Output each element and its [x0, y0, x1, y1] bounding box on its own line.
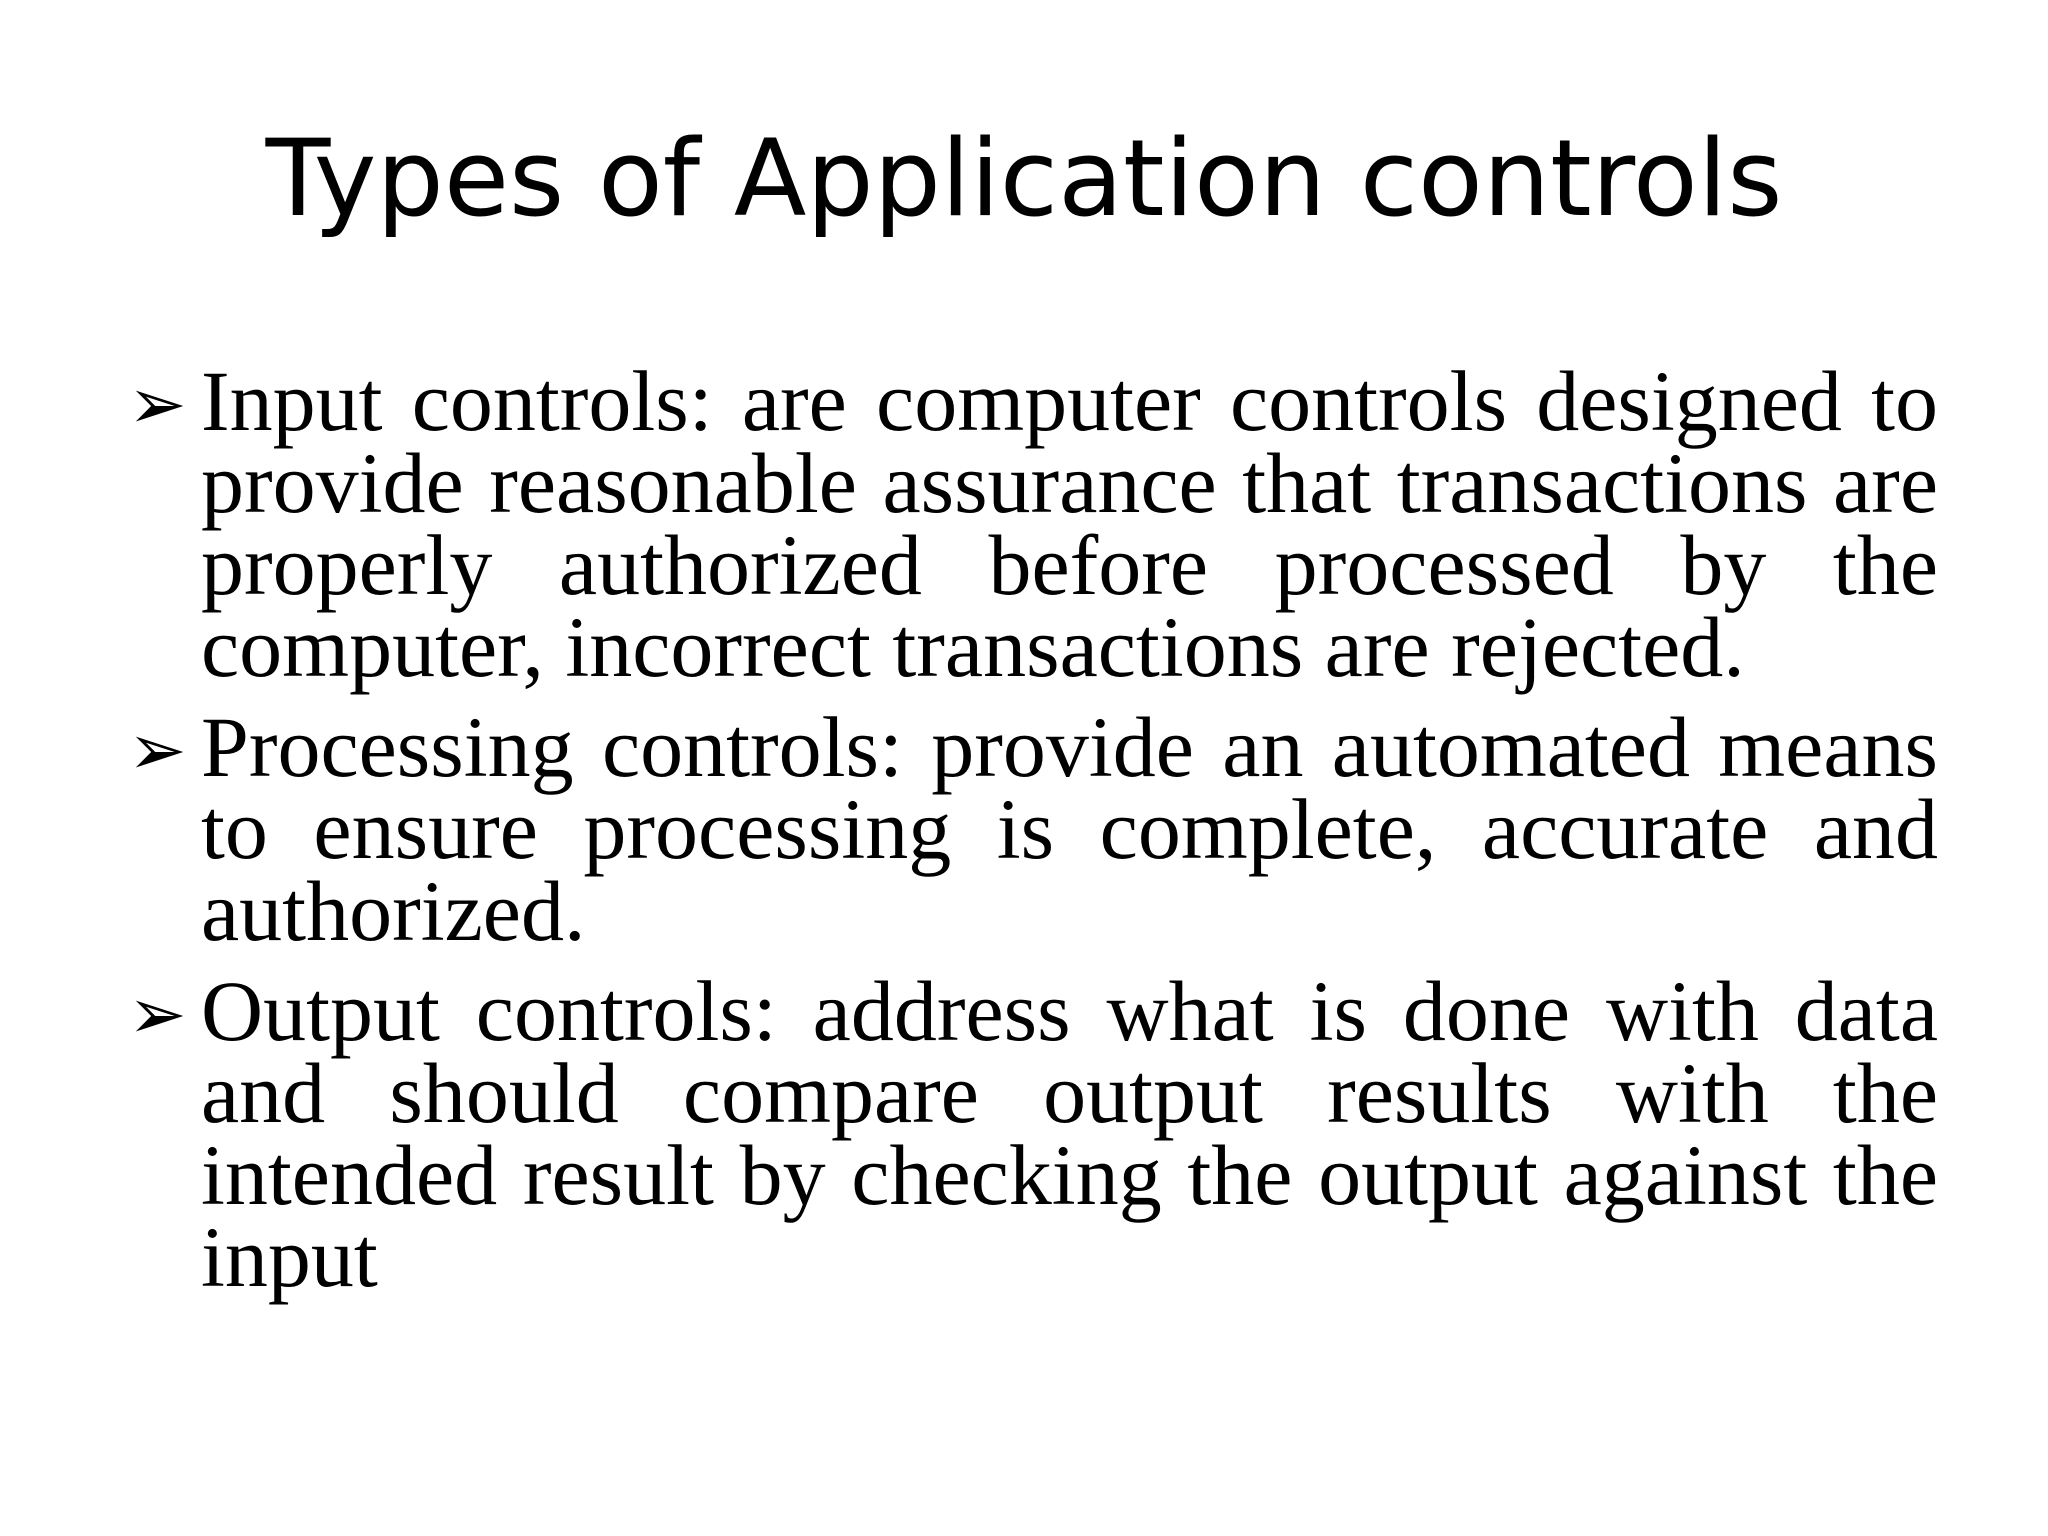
bullet-text: Processing controls: provide an automated means to ensure processing is complete, accurate and authorized.: [201, 699, 1938, 959]
bullet-text: Output controls: address what is done with data and should compare output results with the intended result by checking the output against the input: [201, 963, 1938, 1305]
bullet-item-output-controls: [128, 963, 1938, 1305]
bullet-list: [128, 353, 1938, 1316]
arrowhead-bullet-icon: ➢: [128, 363, 187, 445]
bullet-item-processing-controls: [128, 699, 1938, 959]
slide-title: Types of Application controls: [265, 117, 1783, 240]
arrowhead-bullet-icon: ➢: [128, 973, 187, 1055]
arrowhead-bullet-icon: ➢: [128, 709, 187, 791]
bullet-item-input-controls: [128, 353, 1938, 695]
bullet-text: Input controls: are computer controls designed to provide reasonable assurance that transactions are properly authorized before processed by the computer, incorrect transactions are rejected.: [201, 353, 1938, 695]
